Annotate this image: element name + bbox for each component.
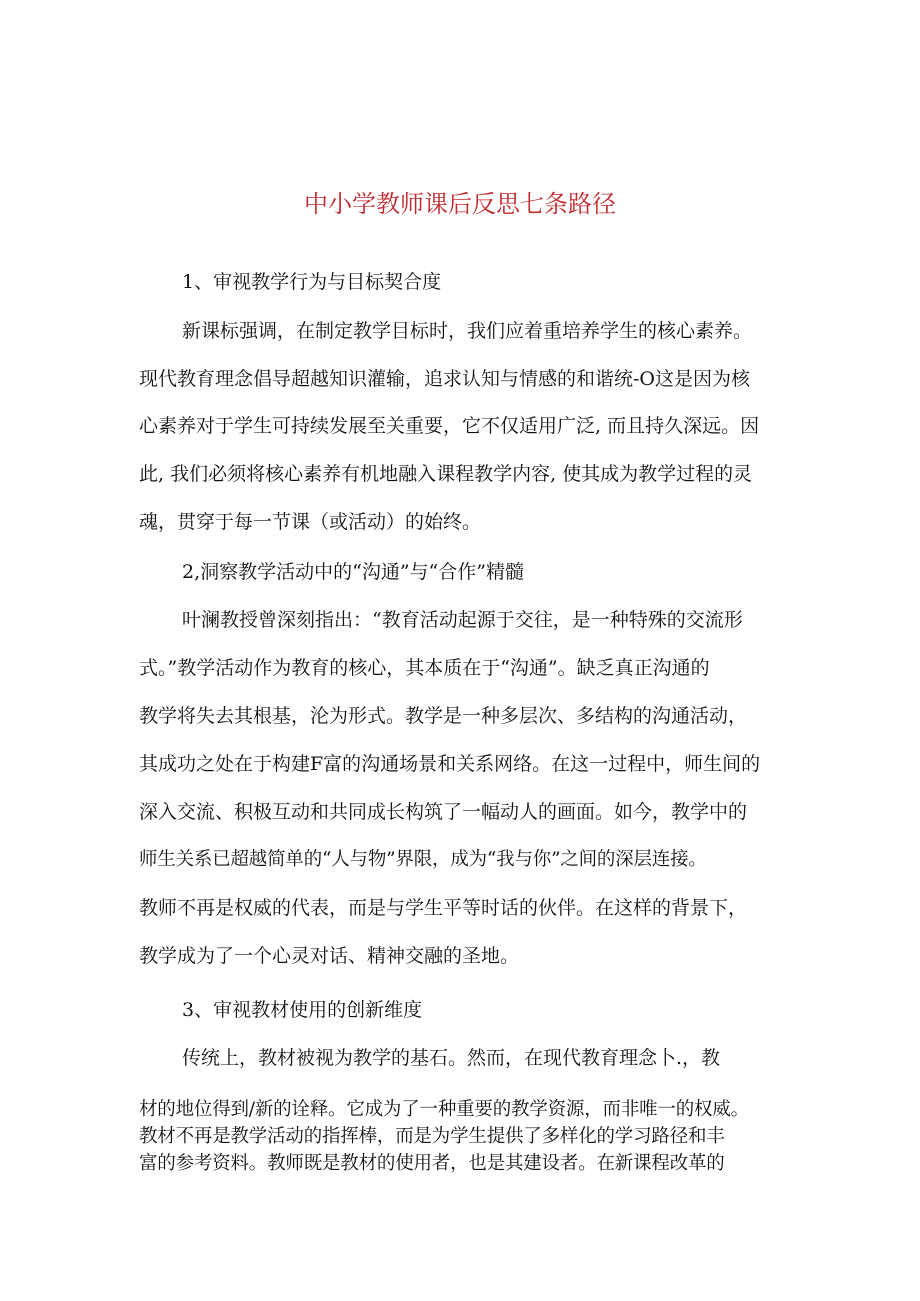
paragraph-line: 其成功之处在于构建F富的沟通场景和关系网络。在这一过程中，师生间的 [139,753,761,775]
paragraph-line: 此, 我们必须将核心素养有机地融入课程教学内容, 使其成为教学过程的灵 [139,463,753,485]
paragraph-line: 现代教育理念倡导超越知识灌输，追求认知与情感的和谐统-O这是因为核 [139,368,750,390]
paragraph-line: 教学成为了一个心灵对话、精神交融的圣地。 [139,945,520,967]
section-heading-1: 1、审视教学行为与目标契合度 [182,271,442,293]
section-heading-3: 3、审视教材使用的创新维度 [182,999,423,1021]
section-heading-2: 2,洞察教学活动中的“沟通”与“合作”精髓 [182,561,524,583]
paragraph-line: 心素养对于学生可持续发展至关重要，它不仅适用广泛, 而且持久深远。因 [139,415,760,437]
paragraph-line: 师生关系已超越简单的“人与物”界限，成为“我与你”之间的深层连接。 [139,849,707,870]
paragraph-line: 教材不再是教学活动的指挥棒，而是为学生提供了多样化的学习路径和丰 [139,1126,725,1147]
paragraph-line: 材的地位得到/新的诠释。它成为了一种重要的教学资源，而非唯一的权威。 [139,1099,749,1120]
paragraph-line: 深入交流、积极互动和共同成长构筑了一幅动人的画面。如今，教学中的 [139,801,748,823]
paragraph-line: 叶澜教授曾深刻指出：“教育活动起源于交往，是一种特殊的交流形 [182,609,743,631]
paragraph-line: 教师不再是权威的代表，而是与学生平等时话的伙伴。在这样的背景下， [139,897,748,919]
paragraph-line: 魂，贯穿于每一节课（或活动）的始终。 [139,511,482,533]
paragraph-line: 富的参考资料。教师既是教材的使用者，也是其建设者。在新课程改革的 [139,1153,725,1174]
document-title: 中小学教师课后反思七条路径 [304,190,616,218]
paragraph-line: 传统上，教材被视为教学的基石。然而，在现代教育理念卜.，教 [182,1047,721,1069]
paragraph-line: 式。”教学活动作为教育的核心，其本质在于“沟通”。缺乏真正沟通的 [139,657,710,679]
paragraph-line: 教学将失去其根基，沦为形式。教学是一种多层次、多结构的沟通活动， [139,705,748,727]
paragraph-line: 新课标强调，在制定教学目标时，我们应着重培养学生的核心素养。 [182,320,753,342]
